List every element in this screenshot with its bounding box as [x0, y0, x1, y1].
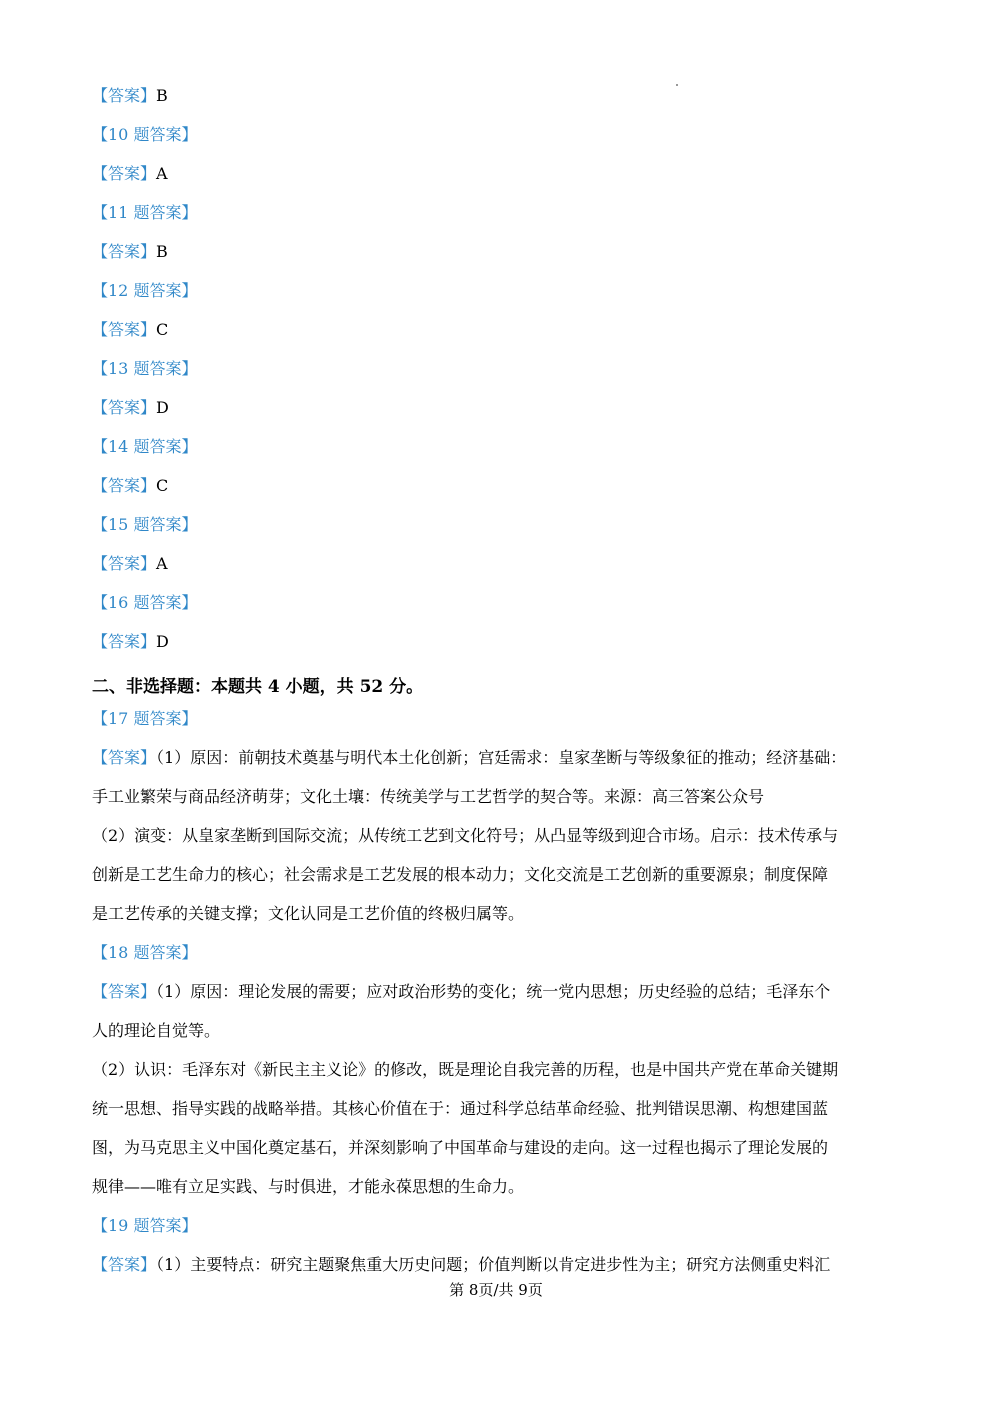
answer-tag: 【答案】	[92, 86, 157, 105]
section-heading: 二、非选择题：本题共 4 小题，共 52 分。	[92, 677, 424, 697]
answer-tag: 【答案】	[92, 320, 157, 339]
question-heading	[92, 125, 197, 145]
answer-line	[92, 164, 168, 184]
question-heading	[92, 515, 197, 535]
q17-p2b: 创新是工艺生命力的核心；社会需求是工艺发展的根本动力；文化交流是工艺创新的重要源泉；制度保障	[92, 865, 829, 884]
answer-tag: 【12 题答案】	[92, 281, 198, 300]
q19-heading: 【19 题答案】	[92, 1216, 198, 1235]
answer-line	[92, 86, 168, 106]
answer-tag: 【14 题答案】	[92, 437, 198, 456]
answer-line	[92, 398, 169, 418]
answer-tag: 【答案】	[92, 632, 157, 651]
answer-value: C	[156, 476, 169, 495]
answer-line	[92, 476, 168, 496]
q18-p1a: 【答案】（1）原因：理论发展的需要；应对政治形势的变化；统一党内思想；历史经验的总结；毛泽东个	[92, 982, 831, 1001]
answer-tag: 【答案】	[92, 242, 157, 261]
answer-tag: 【15 题答案】	[92, 515, 198, 534]
question-heading	[92, 281, 197, 301]
question-heading	[92, 359, 197, 379]
q17-heading: 【17 题答案】	[92, 709, 198, 728]
answer-line	[92, 242, 168, 262]
q17-p2a: （2）演变：从皇家垄断到国际交流；从传统工艺到文化符号；从凸显等级到迎合市场。启示：技术传承与	[92, 826, 839, 845]
answer-tag: 【10 题答案】	[92, 125, 198, 144]
answer-value: D	[156, 398, 169, 417]
q19-p1a: 【答案】（1）主要特点：研究主题聚焦重大历史问题；价值判断以肯定进步性为主；研究方法侧重史料汇	[92, 1255, 831, 1274]
answer-tag: 【答案】	[92, 398, 157, 417]
answer-value: B	[156, 86, 168, 105]
answer-value: A	[156, 164, 168, 183]
q18-p2d: 规律——唯有立足实践、与时俱进，才能永葆思想的生命力。	[92, 1177, 525, 1196]
answer-tag: 【16 题答案】	[92, 593, 198, 612]
answer-tag: 【11 题答案】	[92, 203, 198, 222]
answer-tag: 【答案】	[92, 164, 157, 183]
question-heading	[92, 593, 197, 613]
q18-p2c: 图，为马克思主义中国化奠定基石，并深刻影响了中国革命与建设的走向。这一过程也揭示了理论发展的	[92, 1138, 829, 1157]
question-heading	[92, 437, 197, 457]
answer-tag: 【答案】	[92, 476, 157, 495]
q17-p2c: 是工艺传承的关键支撑；文化认同是工艺价值的终极归属等。	[92, 904, 525, 923]
scan-dot	[676, 84, 678, 86]
answer-tag: 【13 题答案】	[92, 359, 198, 378]
q18-p1b: 人的理论自觉等。	[92, 1021, 221, 1040]
answer-line	[92, 632, 169, 652]
answer-line	[92, 320, 168, 340]
page-footer: 第 8页/共 9页	[449, 1281, 543, 1299]
answer-value: A	[156, 554, 168, 573]
answer-value: B	[156, 242, 168, 261]
question-heading	[92, 203, 197, 223]
answer-tag: 【答案】	[92, 554, 157, 573]
q18-p2b: 统一思想、指导实践的战略举措。其核心价值在于：通过科学总结革命经验、批判错误思潮、构想建国蓝	[92, 1099, 829, 1118]
q18-heading: 【18 题答案】	[92, 943, 198, 962]
q17-p1b: 手工业繁荣与商品经济萌芽；文化土壤：传统美学与工艺哲学的契合等。来源：高三答案公众号	[92, 787, 765, 806]
q18-p2a: （2）认识：毛泽东对《新民主主义论》的修改，既是理论自我完善的历程，也是中国共产党在革命关键期	[92, 1060, 839, 1079]
answer-value: D	[156, 632, 169, 651]
answer-value: C	[156, 320, 169, 339]
q17-p1a: 【答案】（1）原因：前朝技术奠基与明代本土化创新；宫廷需求：皇家垄断与等级象征的推动；经济基础：	[92, 748, 847, 767]
answer-line	[92, 554, 168, 574]
